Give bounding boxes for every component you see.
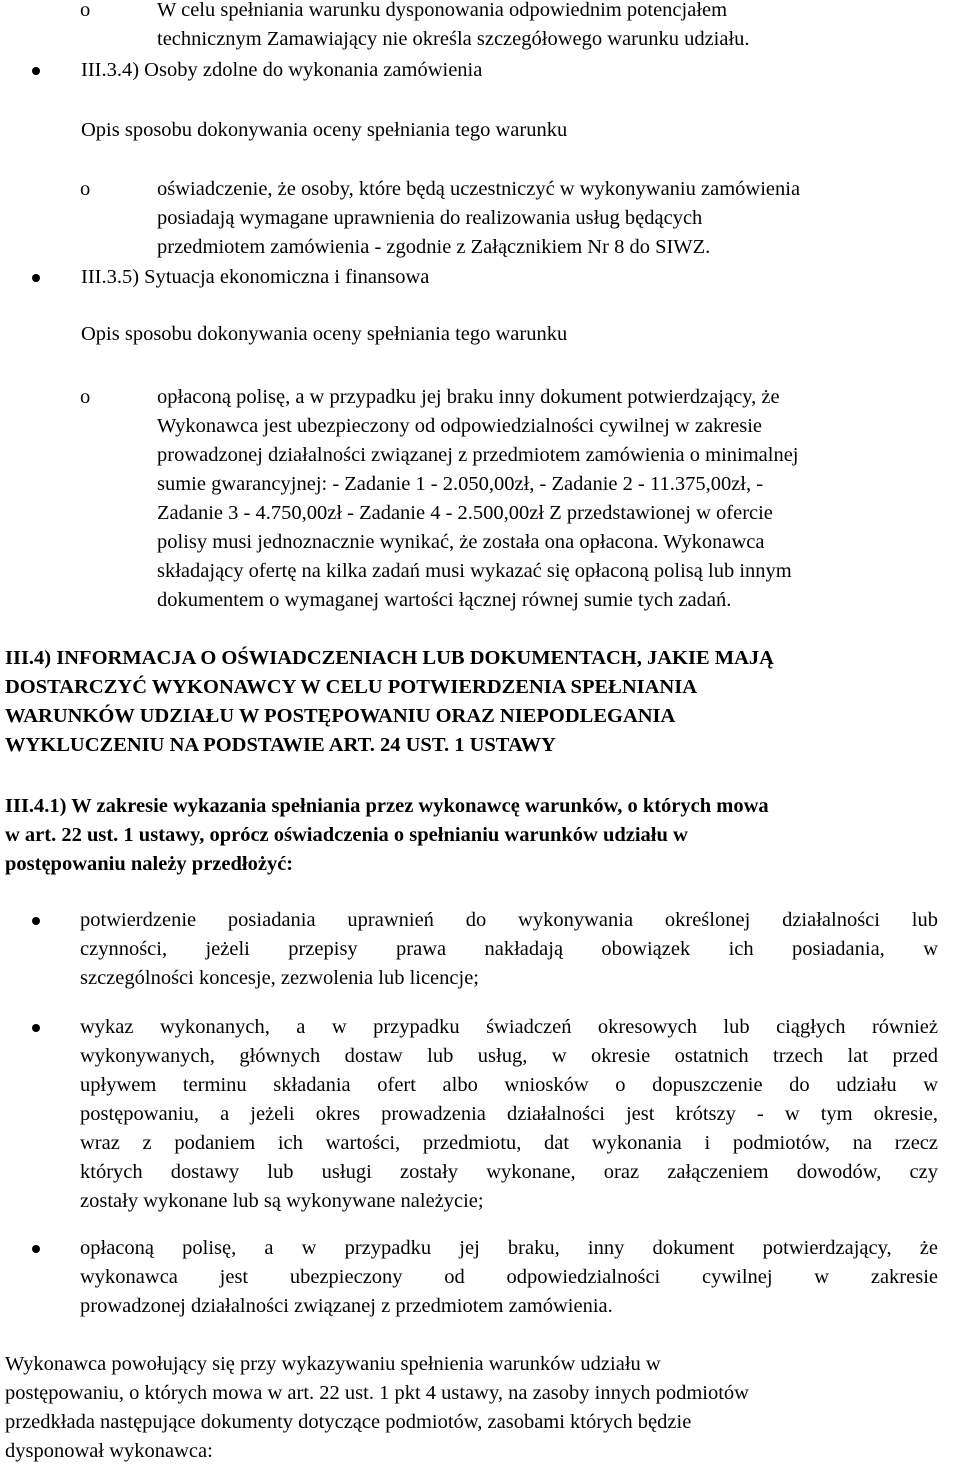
heading-line: DOSTARCZYĆ WYKONAWCY W CELU POTWIERDZENIA SPEŁNIANIA [5, 676, 697, 698]
text-line: dysponował wykonawca: [5, 1440, 213, 1462]
text-line: Wykonawca powołujący się przy wykazywaniu spełnienia warunków udziału w [5, 1353, 661, 1375]
section-heading-block [5, 644, 955, 760]
heading-line: III.4) INFORMACJA O OŚWIADCZENIACH LUB DOKUMENTACH, JAKIE MAJĄ [5, 647, 774, 669]
text-line: których dostawy lub usługi zostały wykonane, oraz załączeniem dowodów, czy [80, 1161, 938, 1183]
heading-line: WARUNKÓW UDZIAŁU W POSTĘPOWANIU ORAZ NIEPODLEGANIA [5, 705, 676, 727]
text-line: technicznym Zamawiający nie określa szczegółowego warunku udziału. [157, 28, 750, 50]
text-line: dokumentem o wymaganej wartości łącznej równej sumie tych zadań. [157, 589, 732, 611]
circle-bullet-icon: o [80, 0, 91, 21]
text-line: wykonawca jest ubezpieczony od odpowiedzialności cywilnej w zakresie [80, 1266, 938, 1288]
text-line: prowadzonej działalności związanej z przedmiotem zamówienia o minimalnej [157, 444, 799, 466]
text-line: postępowaniu, o których mowa w art. 22 ust. 1 pkt 4 ustawy, na zasoby innych podmiotów [5, 1382, 749, 1404]
bullet-icon [32, 67, 40, 75]
text-line: opłaconą polisę, a w przypadku jej braku inny dokument potwierdzający, że [157, 386, 780, 408]
text-line: upływem terminu składania ofert albo wniosków o dopuszczenie do udziału w [80, 1074, 938, 1096]
subsection-heading-block [5, 792, 955, 879]
text-line: opłaconą polisę, a w przypadku jej braku, inny dokument potwierdzający, że [80, 1237, 938, 1259]
text-line: polisy musi jednoznacznie wynikać, że została ona opłacona. Wykonawca [157, 531, 765, 553]
list-item [80, 906, 938, 993]
text-line: wraz z podaniem ich wartości, przedmiotu, dat wykonania i podmiotów, na rzecz [80, 1132, 938, 1154]
heading-line: III.4.1) W zakresie wykazania spełniania przez wykonawcę warunków, o których mowa [5, 795, 769, 817]
text-line: potwierdzenie posiadania uprawnień do wykonywania określonej działalności lub [80, 909, 938, 931]
text-line: Zadanie 3 - 4.750,00zł - Zadanie 4 - 2.500,00zł Z przedstawionej w ofercie [157, 502, 773, 524]
text-line: czynności, jeżeli przepisy prawa nakładają obowiązek ich posiadania, w [80, 938, 938, 960]
list-item [80, 1013, 938, 1216]
section-heading: III.3.5) Sytuacja ekonomiczna i finansowa [81, 266, 430, 288]
text-line: sumie gwarancyjnej: - Zadanie 1 - 2.050,00zł, - Zadanie 2 - 11.375,00zł, - [157, 473, 764, 495]
section-subheading: Opis sposobu dokonywania oceny spełniania tego warunku [81, 323, 568, 345]
text-line: wykaz wykonanych, a w przypadku świadczeń okresowych lub ciągłych również [80, 1016, 938, 1038]
text-line: W celu spełniania warunku dysponowania odpowiednim potencjałem [157, 0, 728, 21]
text-line: prowadzonej działalności związanej z przedmiotem zamówienia. [80, 1295, 613, 1317]
heading-line: w art. 22 ust. 1 ustawy, oprócz oświadczenia o spełnianiu warunków udziału w [5, 824, 688, 846]
bullet-icon [32, 1024, 40, 1032]
bullet-icon [32, 917, 40, 925]
text-line: posiadają wymagane uprawnienia do realizowania usług będących [157, 207, 703, 229]
bullet-icon [32, 274, 40, 282]
text-line: postępowaniu, a jeżeli okres prowadzenia działalności jest krótszy - w tym okresie, [80, 1103, 938, 1125]
text-line: przedkłada następujące dokumenty dotyczące podmiotów, zasobami których będzie [5, 1411, 692, 1433]
text-line: przedmiotem zamówienia - zgodnie z Załącznikiem Nr 8 do SIWZ. [157, 236, 711, 258]
heading-line: postępowaniu należy przedłożyć: [5, 853, 294, 875]
text-line: Wykonawca jest ubezpieczony od odpowiedzialności cywilnej w zakresie [157, 415, 763, 437]
bullet-icon [32, 1245, 40, 1253]
section-subheading: Opis sposobu dokonywania oceny spełniania tego warunku [81, 119, 568, 141]
text-line: zostały wykonane lub są wykonywane należycie; [80, 1190, 484, 1212]
list-item [80, 1234, 938, 1321]
text-line: szczególności koncesje, zezwolenia lub licencje; [80, 967, 479, 989]
text-line: wykonywanych, głównych dostaw lub usług, w okresie ostatnich trzech lat przed [80, 1045, 938, 1067]
section-heading: III.3.4) Osoby zdolne do wykonania zamówienia [81, 59, 483, 81]
circle-bullet-icon: o [80, 178, 91, 200]
circle-bullet-icon: o [80, 386, 91, 408]
text-line: składający ofertę na kilka zadań musi wykazać się opłaconą polisą lub innym [157, 560, 792, 582]
paragraph [5, 1350, 955, 1466]
heading-line: WYKLUCZENIU NA PODSTAWIE ART. 24 UST. 1 USTAWY [5, 734, 556, 756]
text-line: oświadczenie, że osoby, które będą uczestniczyć w wykonywaniu zamówienia [157, 178, 801, 200]
